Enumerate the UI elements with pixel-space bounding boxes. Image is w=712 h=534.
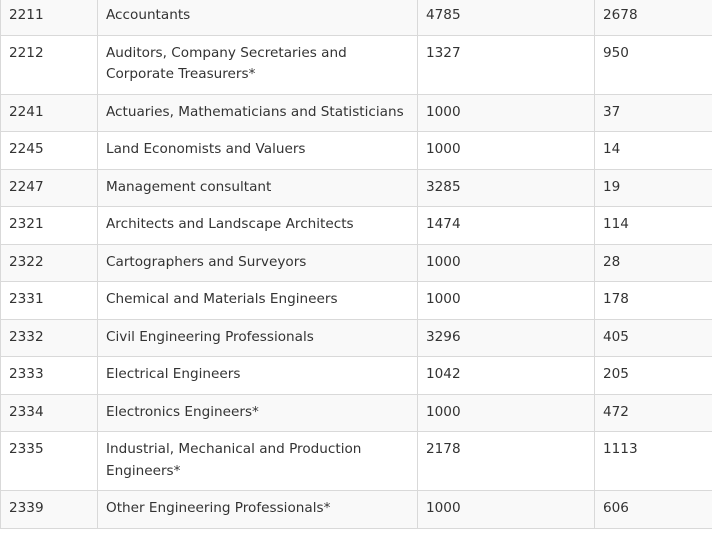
invitations-value-cell: 405 xyxy=(595,319,712,357)
invitations-value-cell: 205 xyxy=(595,357,712,395)
anzsco-code-cell: 2322 xyxy=(1,244,98,282)
ceiling-value-cell: 1474 xyxy=(418,207,595,245)
table-row xyxy=(1,244,712,282)
invitations-value-cell: 37 xyxy=(595,94,712,132)
ceiling-value-cell: 1327 xyxy=(418,35,595,94)
anzsco-code-cell: 2332 xyxy=(1,319,98,357)
occupation-name-cell: Electronics Engineers* xyxy=(98,394,418,432)
occupation-name-cell: Chemical and Materials Engineers xyxy=(98,282,418,320)
table-row xyxy=(1,132,712,170)
ceiling-value-cell: 1000 xyxy=(418,491,595,529)
ceiling-value-cell: 1000 xyxy=(418,132,595,170)
ceiling-value-cell: 4785 xyxy=(418,0,595,35)
occupation-name-cell: Electrical Engineers xyxy=(98,357,418,395)
table-row xyxy=(1,207,712,245)
table-row xyxy=(1,169,712,207)
ceiling-value-cell: 1042 xyxy=(418,357,595,395)
anzsco-code-cell: 2212 xyxy=(1,35,98,94)
table-row xyxy=(1,94,712,132)
anzsco-code-cell: 2333 xyxy=(1,357,98,395)
occupation-name-cell: Civil Engineering Professionals xyxy=(98,319,418,357)
table-row xyxy=(1,0,712,35)
ceiling-value-cell: 1000 xyxy=(418,244,595,282)
table-row xyxy=(1,357,712,395)
invitations-value-cell: 606 xyxy=(595,491,712,529)
occupation-name-cell: Cartographers and Surveyors xyxy=(98,244,418,282)
invitations-value-cell: 114 xyxy=(595,207,712,245)
occupation-name-cell: Other Engineering Professionals* xyxy=(98,491,418,529)
anzsco-code-cell: 2339 xyxy=(1,491,98,529)
invitations-value-cell: 14 xyxy=(595,132,712,170)
occupation-name-cell: Actuaries, Mathematicians and Statisticians xyxy=(98,94,418,132)
ceiling-value-cell: 1000 xyxy=(418,282,595,320)
anzsco-code-cell: 2245 xyxy=(1,132,98,170)
ceiling-value-cell: 2178 xyxy=(418,432,595,491)
table-row xyxy=(1,394,712,432)
occupation-name-cell: Land Economists and Valuers xyxy=(98,132,418,170)
anzsco-code-cell: 2331 xyxy=(1,282,98,320)
anzsco-code-cell: 2211 xyxy=(1,0,98,35)
invitations-value-cell: 2678 xyxy=(595,0,712,35)
occupation-table-body xyxy=(1,0,712,528)
ceiling-value-cell: 1000 xyxy=(418,394,595,432)
anzsco-code-cell: 2321 xyxy=(1,207,98,245)
table-row xyxy=(1,432,712,491)
anzsco-code-cell: 2335 xyxy=(1,432,98,491)
invitations-value-cell: 1113 xyxy=(595,432,712,491)
occupation-name-cell: Auditors, Company Secretaries and Corporate Treasurers* xyxy=(98,35,418,94)
occupation-name-cell: Accountants xyxy=(98,0,418,35)
invitations-value-cell: 178 xyxy=(595,282,712,320)
ceiling-value-cell: 3285 xyxy=(418,169,595,207)
anzsco-code-cell: 2247 xyxy=(1,169,98,207)
table-row xyxy=(1,282,712,320)
table-row xyxy=(1,491,712,529)
ceiling-value-cell: 1000 xyxy=(418,94,595,132)
invitations-value-cell: 19 xyxy=(595,169,712,207)
table-row xyxy=(1,319,712,357)
ceiling-value-cell: 3296 xyxy=(418,319,595,357)
occupation-name-cell: Management consultant xyxy=(98,169,418,207)
invitations-value-cell: 472 xyxy=(595,394,712,432)
table-row xyxy=(1,35,712,94)
occupation-name-cell: Industrial, Mechanical and Production Engineers* xyxy=(98,432,418,491)
invitations-value-cell: 950 xyxy=(595,35,712,94)
occupation-name-cell: Architects and Landscape Architects xyxy=(98,207,418,245)
anzsco-code-cell: 2241 xyxy=(1,94,98,132)
anzsco-code-cell: 2334 xyxy=(1,394,98,432)
invitations-value-cell: 28 xyxy=(595,244,712,282)
